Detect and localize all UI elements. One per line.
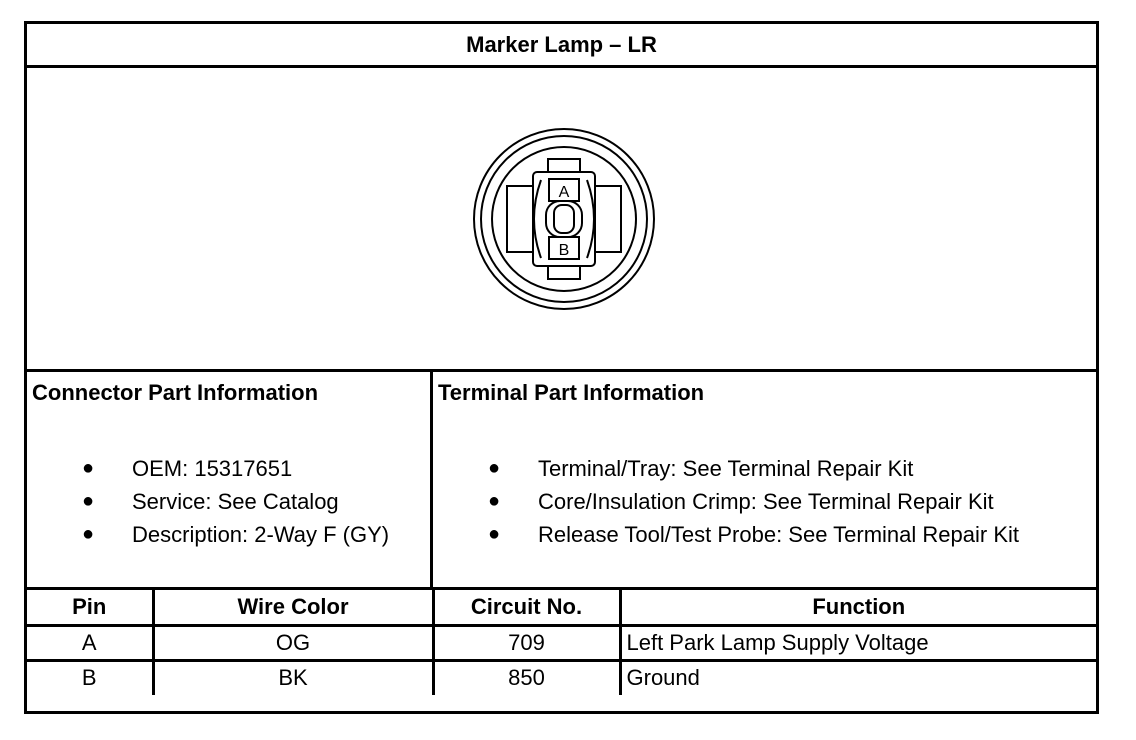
bullet-icon: ● — [82, 457, 95, 479]
part-information — [27, 372, 1096, 590]
connector-info-heading: Connector Part Information — [32, 380, 319, 405]
connector-face-drawing — [27, 68, 1096, 372]
list-item: ● Description: 2-Way F (GY) — [82, 518, 389, 551]
header-pin: Pin — [27, 590, 153, 625]
cell-function: Ground — [620, 660, 1096, 695]
pin-label-a: A — [558, 184, 570, 201]
cell-circuit-no: 850 — [433, 660, 620, 695]
header-function: Function — [620, 590, 1096, 625]
bullet-icon: ● — [488, 523, 501, 545]
terminal-part-info — [433, 372, 1096, 587]
list-item: ● Core/Insulation Crimp: See Terminal Repair Kit — [488, 485, 1019, 518]
pin-label-b: B — [558, 242, 570, 259]
list-item: ● OEM: 15317651 — [82, 452, 389, 485]
terminal-info-heading: Terminal Part Information — [438, 380, 705, 405]
connector-info-list — [82, 452, 389, 551]
connector-sheet — [24, 21, 1099, 714]
header-circuit-no: Circuit No. — [433, 590, 620, 625]
table-row — [27, 625, 1096, 660]
cell-pin: A — [27, 625, 153, 660]
cell-circuit-no: 709 — [433, 625, 620, 660]
cell-wire-color: OG — [153, 625, 433, 660]
header-wire-color: Wire Color — [153, 590, 433, 625]
page-title: Marker Lamp – LR — [27, 24, 1096, 68]
pin-table — [27, 590, 1096, 695]
list-item: ● Release Tool/Test Probe: See Terminal Repair Kit — [488, 518, 1019, 551]
cell-function: Left Park Lamp Supply Voltage — [620, 625, 1096, 660]
connector-part-info — [27, 372, 433, 587]
connector-figure — [27, 68, 1096, 372]
terminal-info-list — [488, 452, 1019, 551]
list-item: ● Terminal/Tray: See Terminal Repair Kit — [488, 452, 1019, 485]
bullet-icon: ● — [488, 457, 501, 479]
bullet-icon: ● — [488, 490, 501, 512]
cell-pin: B — [27, 660, 153, 695]
bullet-icon: ● — [82, 490, 95, 512]
list-item: ● Service: See Catalog — [82, 485, 389, 518]
cell-wire-color: BK — [153, 660, 433, 695]
bullet-icon: ● — [82, 523, 95, 545]
table-header-row — [27, 590, 1096, 625]
table-row — [27, 660, 1096, 695]
